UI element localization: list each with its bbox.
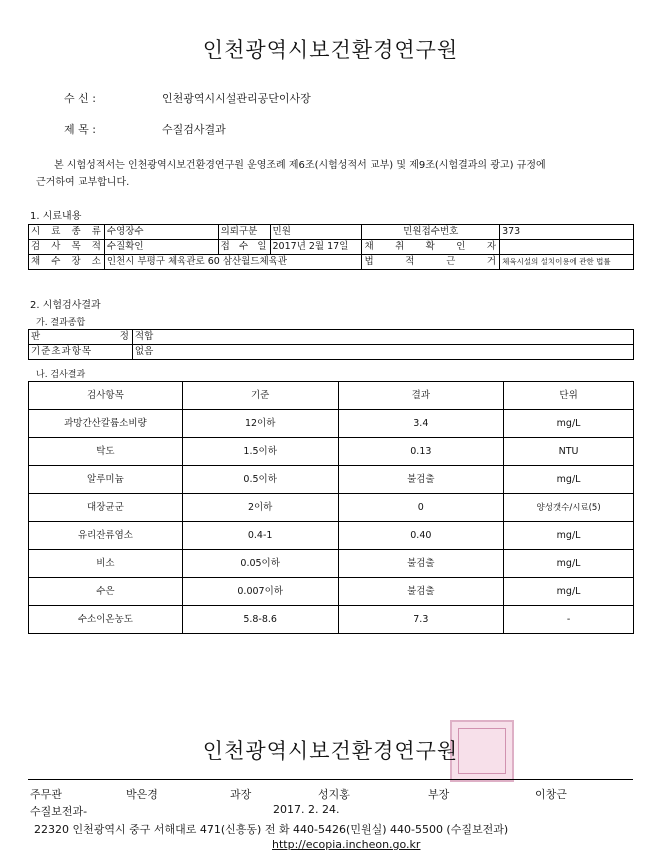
cell-result: 0.13: [338, 438, 504, 466]
exceeded-items-label: 기준초과항목: [29, 345, 133, 360]
cell-item: 탁도: [29, 438, 183, 466]
cell-unit: mg/L: [504, 550, 634, 578]
cell-standard: 5.8-8.6: [182, 606, 338, 634]
results-table: [28, 381, 634, 634]
cell-result: 3.4: [338, 410, 504, 438]
sample-type-label: 시 료 종 류: [29, 225, 105, 240]
legal-basis-value: 체육시설의 설치이용에 관한 법률: [500, 255, 634, 270]
table-row: [29, 494, 634, 522]
verdict-value: 적합: [132, 330, 633, 345]
staff-name-officer: 박은경: [126, 788, 158, 801]
cell-result: 불검출: [338, 466, 504, 494]
results-header-row: [29, 382, 634, 410]
department-number: 수질보전과-: [30, 805, 88, 818]
receipt-date-value: 2017년 2월 17일: [270, 240, 362, 255]
table-row: [29, 438, 634, 466]
cell-standard: 0.05이하: [182, 550, 338, 578]
purpose-label: 검 사 목 적: [29, 240, 105, 255]
staff-name-manager: 성지홍: [318, 788, 350, 801]
table-row: [29, 606, 634, 634]
cell-result: 7.3: [338, 606, 504, 634]
intro-line-2: 근거하여 교부합니다.: [36, 177, 130, 188]
legal-basis-label: 법 적 근 거: [362, 255, 500, 270]
recipient-value: 인천광역시시설관리공단이사장: [162, 92, 311, 105]
staff-name-director: 이창근: [535, 788, 567, 801]
subject-label: 제 목 :: [64, 123, 96, 136]
table-row: [29, 550, 634, 578]
sample-row: [29, 240, 634, 255]
sample-type-value: 수영장수: [104, 225, 218, 240]
purpose-value: 수질확인: [104, 240, 218, 255]
cell-standard: 12이하: [182, 410, 338, 438]
sampler-label: 채 취 확 인 자: [362, 240, 500, 255]
cell-standard: 0.007이하: [182, 578, 338, 606]
cell-result: 0.40: [338, 522, 504, 550]
results-subheading: 나. 검사결과: [36, 370, 86, 380]
location-value: 인천시 부평구 체육관로 60 삼산월드체육관: [104, 255, 362, 270]
table-row: [29, 522, 634, 550]
cell-standard: 2이하: [182, 494, 338, 522]
sample-row: [29, 255, 634, 270]
contact-address: 22320 인천광역시 중구 서해대로 471(신흥동) 전 화 440-5426(민원실) 440-5500 (수질보전과): [34, 823, 509, 836]
table-row: [29, 578, 634, 606]
summary-row: [29, 330, 634, 345]
cell-item: 알루미늄: [29, 466, 183, 494]
sample-info-table: [28, 224, 634, 270]
complaint-number-value: 373: [500, 225, 634, 240]
complaint-number-label: 민원접수번호: [362, 225, 500, 240]
cell-unit: 양성갯수/시료(5): [504, 494, 634, 522]
issue-date: 2017. 2. 24.: [273, 803, 340, 816]
cell-unit: mg/L: [504, 522, 634, 550]
verdict-label: 판 정: [29, 330, 133, 345]
cell-standard: 0.4-1: [182, 522, 338, 550]
footer-org-name: 인천광역시보건환경연구원: [202, 739, 459, 763]
request-type-value: 민원: [270, 225, 362, 240]
column-header-item: 검사항목: [29, 382, 183, 410]
cell-unit: mg/L: [504, 410, 634, 438]
cell-standard: 1.5이하: [182, 438, 338, 466]
cell-result: 0: [338, 494, 504, 522]
staff-role-director: 부장: [428, 788, 450, 801]
request-type-label: 의뢰구분: [218, 225, 270, 240]
cell-result: 불검출: [338, 550, 504, 578]
cell-unit: NTU: [504, 438, 634, 466]
table-row: [29, 466, 634, 494]
subject-value: 수질검사결과: [162, 123, 226, 136]
cell-standard: 0.5이하: [182, 466, 338, 494]
cell-item: 과망간산칼륨소비량: [29, 410, 183, 438]
summary-table: [28, 329, 634, 360]
column-header-standard: 기준: [182, 382, 338, 410]
cell-item: 유리잔류염소: [29, 522, 183, 550]
intro-line-1: 본 시험성적서는 인천광역시보건환경연구원 운영조례 제6조(시험성적서 교부) 및 제9조(시험결과의 광고) 규정에: [54, 160, 546, 171]
staff-role-officer: 주무관: [30, 788, 62, 801]
page-title: 인천광역시보건환경연구원: [202, 38, 459, 62]
cell-item: 비소: [29, 550, 183, 578]
sample-row: [29, 225, 634, 240]
staff-role-manager: 과장: [230, 788, 252, 801]
cell-item: 대장균군: [29, 494, 183, 522]
recipient-label: 수 신 :: [64, 92, 96, 105]
summary-row: [29, 345, 634, 360]
summary-subheading: 가. 결과종합: [36, 318, 86, 328]
section1-heading: 1. 시료내용: [30, 211, 82, 222]
receipt-date-label: 접 수 일: [218, 240, 270, 255]
column-header-result: 결과: [338, 382, 504, 410]
cell-item: 수소이온농도: [29, 606, 183, 634]
website-link[interactable]: [272, 838, 420, 851]
sampler-value: [500, 240, 634, 255]
cell-item: 수은: [29, 578, 183, 606]
website-url[interactable]: http://ecopia.incheon.go.kr: [272, 838, 421, 851]
column-header-unit: 단위: [504, 382, 634, 410]
cell-result: 불검출: [338, 578, 504, 606]
cell-unit: mg/L: [504, 578, 634, 606]
footer-divider: [28, 779, 633, 780]
cell-unit: mg/L: [504, 466, 634, 494]
location-label: 채 수 장 소: [29, 255, 105, 270]
section2-heading: 2. 시험검사결과: [30, 300, 101, 311]
cell-unit: -: [504, 606, 634, 634]
table-row: [29, 410, 634, 438]
exceeded-items-value: 없음: [132, 345, 633, 360]
